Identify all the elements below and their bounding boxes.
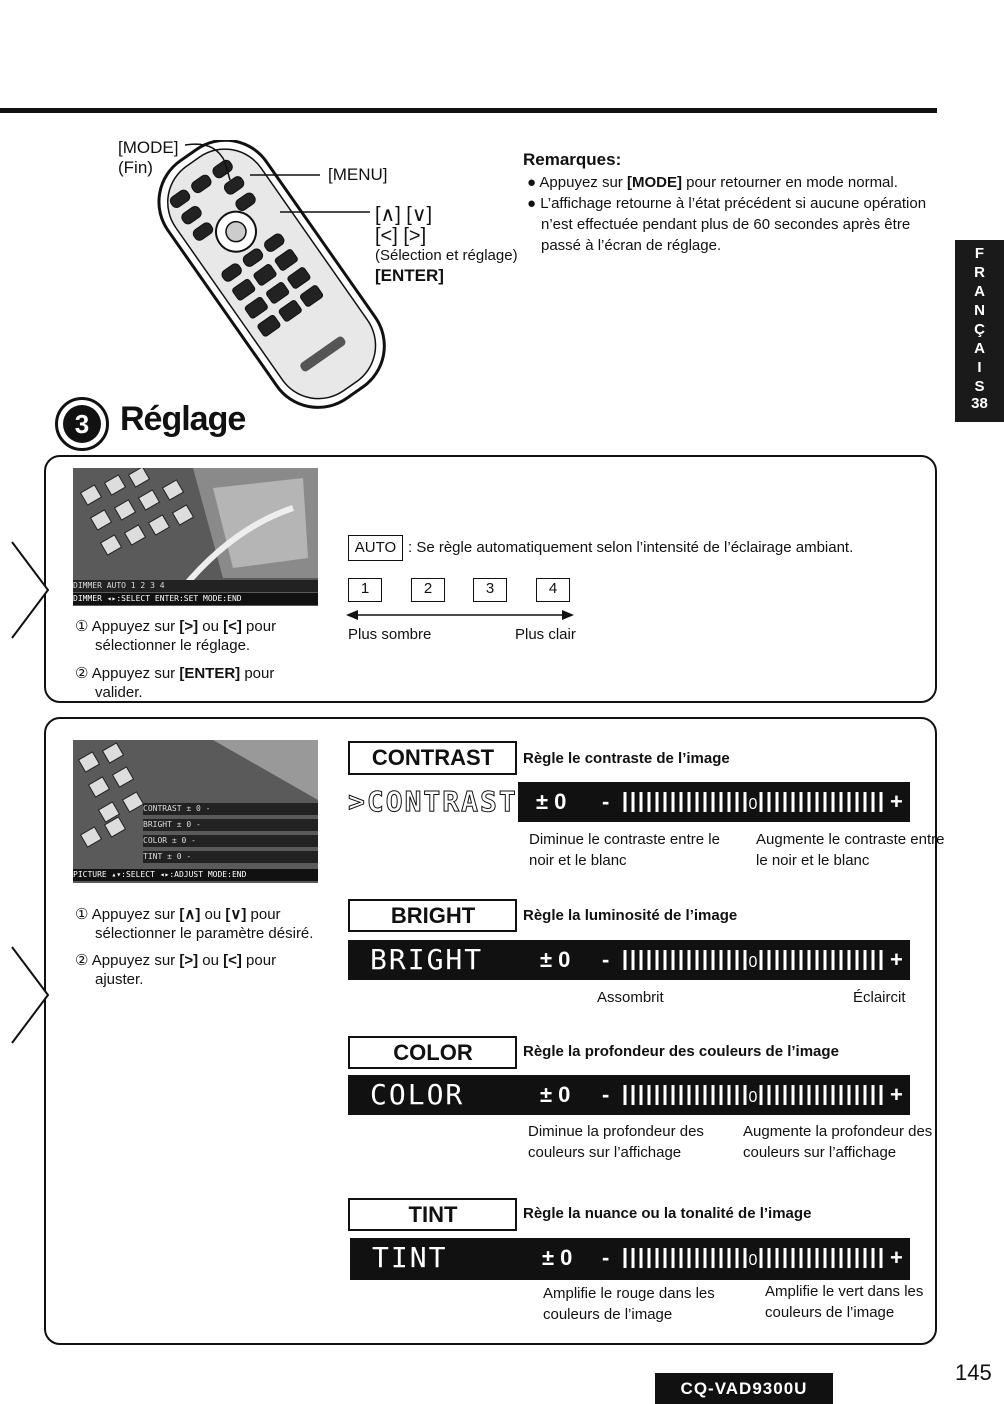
color-plus: + xyxy=(890,1082,903,1107)
scale-tick xyxy=(624,1248,627,1268)
contrast-bar xyxy=(348,782,910,822)
note-item-1 xyxy=(527,172,947,193)
scale-tick xyxy=(760,1248,763,1268)
scale-tick xyxy=(768,1248,771,1268)
dimmer-screen-photo xyxy=(73,468,318,606)
scale-tick xyxy=(736,1085,739,1105)
note-2-text: L’affichage retourne à l’état précédent si aucune opération n’est effectuée pendant plus de 60 secondes après être passé à l’écran de réglage. xyxy=(540,195,927,254)
scale-tick xyxy=(664,1248,667,1268)
remote-updown-label: [∧] [∨] xyxy=(375,204,433,226)
side-tab-letter: Ç xyxy=(974,321,985,338)
scale-tick xyxy=(872,1248,875,1268)
color-bar xyxy=(348,1075,910,1115)
scale-tick xyxy=(672,1248,675,1268)
step-key: [<] xyxy=(223,952,242,969)
scale-zero-mark: 0 xyxy=(748,1089,758,1106)
contrast-bar-name: >CONTRAST xyxy=(348,785,518,818)
scale-tick xyxy=(808,792,811,812)
side-tab-letter: F xyxy=(974,245,985,262)
side-tab-letter: N xyxy=(974,302,985,319)
scale-tick xyxy=(712,792,715,812)
tint-scale-ticks xyxy=(622,1246,884,1270)
scale-tick xyxy=(664,792,667,812)
notes-title: Remarques: xyxy=(523,150,622,169)
scale-tick xyxy=(792,950,795,970)
scale-tick xyxy=(800,792,803,812)
scale-tick xyxy=(688,1248,691,1268)
scale-tick xyxy=(856,1248,859,1268)
scale-tick xyxy=(640,1248,643,1268)
scale-tick xyxy=(776,792,779,812)
scale-tick xyxy=(800,950,803,970)
scale-tick xyxy=(632,1085,635,1105)
scale-tick xyxy=(632,950,635,970)
step-key: [∧] xyxy=(179,906,201,923)
scale-tick xyxy=(736,792,739,812)
bright-bar xyxy=(348,940,910,980)
step-number: ① xyxy=(75,906,89,923)
color-value: ± 0 xyxy=(540,1082,571,1107)
label-box-edge xyxy=(515,1198,517,1231)
contrast-left-caption: Diminue le contraste entre le noir et le blanc xyxy=(529,831,720,869)
note-1-post: pour retourner en mode normal. xyxy=(681,174,898,191)
step-text: Appuyez sur xyxy=(91,665,180,682)
picture-screen-photo xyxy=(73,740,318,883)
scale-tick xyxy=(880,950,883,970)
scale-tick xyxy=(704,1248,707,1268)
tint-right-caption: Amplifie le vert dans les couleurs de l’image xyxy=(765,1283,924,1321)
scale-tick xyxy=(832,1085,835,1105)
scale-tick xyxy=(848,1248,851,1268)
scale-tick xyxy=(744,792,747,812)
scale-tick xyxy=(880,1248,883,1268)
remote-enter-label: [ENTER] xyxy=(375,266,444,285)
side-tab-letter: A xyxy=(974,283,985,300)
side-tab-letter: A xyxy=(974,340,985,357)
dimmer-screen-bar: DIMMER ◂▸:SELECT ENTER:SET MODE:END xyxy=(73,593,318,605)
scale-tick xyxy=(856,950,859,970)
scale-tick xyxy=(864,792,867,812)
tint-left-caption: Amplifie le rouge dans les couleurs de l’image xyxy=(543,1285,715,1323)
scale-tick xyxy=(680,792,683,812)
scale-tick xyxy=(728,1248,731,1268)
scale-tick xyxy=(840,950,843,970)
scale-tick xyxy=(640,792,643,812)
scale-tick xyxy=(744,1248,747,1268)
scale-tick xyxy=(648,1248,651,1268)
bright-left-caption: Assombrit xyxy=(597,989,664,1006)
scale-tick xyxy=(808,1248,811,1268)
scale-tick xyxy=(776,950,779,970)
bright-description: Règle la luminosité de l’image xyxy=(523,907,738,924)
label-box-edge xyxy=(515,899,517,932)
picture-screen-row-color: COLOR ± 0 - xyxy=(143,835,318,847)
dimmer-level-1: 1 xyxy=(348,578,382,602)
color-bar-name: COLOR xyxy=(370,1078,465,1111)
scale-tick xyxy=(704,792,707,812)
auto-label-box: AUTO xyxy=(348,535,403,561)
double-arrow-icon xyxy=(346,608,574,622)
step-text: ou xyxy=(200,906,226,923)
scale-tick xyxy=(648,950,651,970)
scale-tick xyxy=(760,1085,763,1105)
scale-tick xyxy=(664,1085,667,1105)
bright-bar-name: BRIGHT xyxy=(370,943,484,976)
contrast-scale-ticks xyxy=(622,790,884,814)
scale-tick xyxy=(648,1085,651,1105)
scale-tick xyxy=(848,950,851,970)
scale-tick xyxy=(880,1085,883,1105)
model-badge: CQ-VAD9300U xyxy=(655,1373,833,1404)
scale-tick xyxy=(800,1248,803,1268)
scale-tick xyxy=(792,792,795,812)
step-key: [>] xyxy=(179,618,199,635)
scale-tick xyxy=(824,950,827,970)
scale-tick xyxy=(856,792,859,812)
scale-tick xyxy=(672,1085,675,1105)
scale-zero-mark: 0 xyxy=(748,796,758,813)
contrast-right-caption: Augmente le contraste entre le noir et le blanc xyxy=(756,831,945,869)
dimmer-level-3: 3 xyxy=(473,578,507,602)
scale-tick xyxy=(736,1248,739,1268)
scale-tick xyxy=(688,950,691,970)
scale-tick xyxy=(840,1085,843,1105)
scale-tick xyxy=(816,792,819,812)
step-text: Appuyez sur xyxy=(91,618,180,635)
picture-screen-row-contrast: CONTRAST ± 0 - xyxy=(143,803,318,815)
scale-tick xyxy=(848,1085,851,1105)
scale-tick xyxy=(696,1085,699,1105)
scale-tick xyxy=(784,1085,787,1105)
side-tab-letter: I xyxy=(977,359,982,376)
scale-tick xyxy=(712,950,715,970)
contrast-minus: - xyxy=(602,789,610,814)
remote-leftright-label: [<] [>] xyxy=(375,225,427,247)
contrast-label-box: CONTRAST xyxy=(348,741,516,775)
tint-label-box: TINT xyxy=(348,1198,516,1231)
step-number: ① xyxy=(75,618,89,635)
scale-tick xyxy=(728,950,731,970)
scale-tick xyxy=(720,1085,723,1105)
scale-tick xyxy=(704,950,707,970)
color-label-box: COLOR xyxy=(348,1036,516,1069)
contrast-description: Règle le contraste de l’image xyxy=(523,750,730,767)
step-key: [ENTER] xyxy=(179,665,241,682)
scale-tick xyxy=(784,950,787,970)
scale-tick xyxy=(680,950,683,970)
scale-tick xyxy=(656,950,659,970)
step-text: ou xyxy=(198,618,224,635)
step-number: ② xyxy=(75,665,89,682)
pointer-arrow-icon xyxy=(10,945,50,1045)
tint-value: ± 0 xyxy=(542,1245,573,1270)
contrast-plus: + xyxy=(890,789,903,814)
scale-tick xyxy=(880,792,883,812)
dimmer-step-1 xyxy=(75,617,325,655)
bright-value: ± 0 xyxy=(540,947,571,972)
scale-tick xyxy=(776,1248,779,1268)
scale-tick xyxy=(792,1085,795,1105)
scale-tick xyxy=(736,950,739,970)
note-1-text: Appuyez sur xyxy=(539,174,627,191)
scale-tick xyxy=(800,1085,803,1105)
scale-tick xyxy=(856,1085,859,1105)
step-text: pour sélectionner le paramètre désiré. xyxy=(95,906,314,942)
scale-tick xyxy=(696,792,699,812)
remote-menu-label: [MENU] xyxy=(328,165,388,184)
scale-tick xyxy=(776,1085,779,1105)
dimmer-level-2: 2 xyxy=(411,578,445,602)
scale-tick xyxy=(824,1085,827,1105)
picture-screen-row-tint: TINT ± 0 - xyxy=(143,851,318,863)
scale-tick xyxy=(872,792,875,812)
step-number: ② xyxy=(75,952,89,969)
scale-tick xyxy=(688,1085,691,1105)
scale-tick xyxy=(872,1085,875,1105)
scale-tick xyxy=(624,1085,627,1105)
scale-tick xyxy=(824,1248,827,1268)
scale-tick xyxy=(792,1248,795,1268)
scale-tick xyxy=(816,950,819,970)
pointer-arrow-icon xyxy=(10,540,50,640)
scale-tick xyxy=(656,792,659,812)
scale-tick xyxy=(672,950,675,970)
scale-tick xyxy=(872,950,875,970)
section-title: Réglage xyxy=(120,400,246,438)
scale-tick xyxy=(672,792,675,812)
scale-tick xyxy=(696,950,699,970)
top-rule xyxy=(0,108,937,113)
lighter-label: Plus clair xyxy=(515,626,576,643)
step-key: [<] xyxy=(223,618,242,635)
scale-tick xyxy=(720,792,723,812)
picture-screen-row-bright: BRIGHT ± 0 - xyxy=(143,819,318,831)
bullet-icon: ● xyxy=(527,174,540,191)
scale-tick xyxy=(744,950,747,970)
scale-tick xyxy=(840,1248,843,1268)
side-tab-page: 38 xyxy=(971,395,988,412)
tint-minus: - xyxy=(602,1245,610,1270)
scale-tick xyxy=(816,1248,819,1268)
darker-label: Plus sombre xyxy=(348,626,432,643)
scale-tick xyxy=(632,1248,635,1268)
scale-tick xyxy=(656,1085,659,1105)
contrast-value: ± 0 xyxy=(536,789,567,814)
scale-tick xyxy=(624,950,627,970)
dimmer-screen-row: DIMMER AUTO 1 2 3 4 xyxy=(73,580,318,592)
note-1-bold: [MODE] xyxy=(626,174,682,191)
bright-scale-ticks xyxy=(622,948,884,972)
tint-bar-name: TINT xyxy=(372,1241,448,1274)
scale-tick xyxy=(848,792,851,812)
scale-tick xyxy=(808,950,811,970)
step-text: pour sélectionner le réglage. xyxy=(95,618,277,654)
label-box-edge xyxy=(515,1036,517,1069)
auto-description: : Se règle automatiquement selon l’intensité de l’éclairage ambiant. xyxy=(408,539,854,556)
dimmer-step-2 xyxy=(75,664,325,702)
color-scale-ticks xyxy=(622,1083,884,1107)
scale-tick xyxy=(648,792,651,812)
scale-tick xyxy=(824,792,827,812)
tint-bar xyxy=(350,1238,910,1280)
step-text: ou xyxy=(198,952,224,969)
scale-tick xyxy=(832,950,835,970)
dimmer-level-4: 4 xyxy=(536,578,570,602)
scale-tick xyxy=(784,792,787,812)
step-key: [∨] xyxy=(225,906,247,923)
scale-tick xyxy=(656,1248,659,1268)
scale-tick xyxy=(832,1248,835,1268)
tint-plus: + xyxy=(890,1245,903,1270)
color-left-caption: Diminue la profondeur des couleurs sur l’affichage xyxy=(528,1123,704,1161)
scale-tick xyxy=(664,950,667,970)
scale-tick xyxy=(864,1085,867,1105)
scale-tick xyxy=(728,1085,731,1105)
step-text: Appuyez sur xyxy=(91,906,180,923)
scale-tick xyxy=(768,792,771,812)
scale-tick xyxy=(768,950,771,970)
tint-description: Règle la nuance ou la tonalité de l’image xyxy=(523,1205,812,1222)
bright-label-box: BRIGHT xyxy=(348,899,516,932)
picture-step-2 xyxy=(75,951,325,989)
scale-tick xyxy=(624,792,627,812)
color-right-caption: Augmente la profondeur des couleurs sur l’affichage xyxy=(743,1123,933,1161)
scale-tick xyxy=(640,950,643,970)
scale-tick xyxy=(864,950,867,970)
bright-minus: - xyxy=(602,947,610,972)
step-text: pour valider. xyxy=(95,665,275,701)
scale-tick xyxy=(712,1085,715,1105)
step-text: Appuyez sur xyxy=(91,952,180,969)
scale-zero-mark: 0 xyxy=(748,1252,758,1269)
side-tab-letter: S xyxy=(974,378,985,395)
picture-screen-bar: PICTURE ▴▾:SELECT ◂▸:ADJUST MODE:END xyxy=(73,869,318,881)
scale-zero-mark: 0 xyxy=(748,954,758,971)
scale-tick xyxy=(864,1248,867,1268)
scale-tick xyxy=(768,1085,771,1105)
scale-tick xyxy=(744,1085,747,1105)
bright-plus: + xyxy=(890,947,903,972)
scale-tick xyxy=(696,1248,699,1268)
scale-tick xyxy=(816,1085,819,1105)
scale-tick xyxy=(808,1085,811,1105)
scale-tick xyxy=(840,792,843,812)
remote-fin-label: (Fin) xyxy=(118,158,153,177)
scale-tick xyxy=(712,1248,715,1268)
color-description: Règle la profondeur des couleurs de l’image xyxy=(523,1043,839,1060)
bullet-icon: ● xyxy=(527,195,541,212)
note-item-2 xyxy=(527,193,937,256)
color-minus: - xyxy=(602,1082,610,1107)
scale-tick xyxy=(680,1085,683,1105)
scale-tick xyxy=(688,792,691,812)
scale-tick xyxy=(640,1085,643,1105)
scale-tick xyxy=(832,792,835,812)
scale-tick xyxy=(760,950,763,970)
scale-tick xyxy=(720,950,723,970)
side-tab-letter: R xyxy=(974,264,985,281)
scale-tick xyxy=(632,792,635,812)
page-number: 145 xyxy=(955,1360,992,1385)
label-box-edge xyxy=(515,741,517,775)
scale-tick xyxy=(760,792,763,812)
step-text: pour ajuster. xyxy=(95,952,277,988)
scale-tick xyxy=(704,1085,707,1105)
section-number: 3 xyxy=(63,405,101,443)
remote-mode-label: [MODE] xyxy=(118,138,179,157)
remote-selection-label: (Sélection et réglage) xyxy=(375,247,518,264)
scale-tick xyxy=(784,1248,787,1268)
scale-tick xyxy=(680,1248,683,1268)
scale-tick xyxy=(728,792,731,812)
bright-right-caption: Éclaircit xyxy=(853,989,906,1006)
scale-tick xyxy=(720,1248,723,1268)
step-key: [>] xyxy=(179,952,199,969)
picture-step-1 xyxy=(75,905,325,943)
